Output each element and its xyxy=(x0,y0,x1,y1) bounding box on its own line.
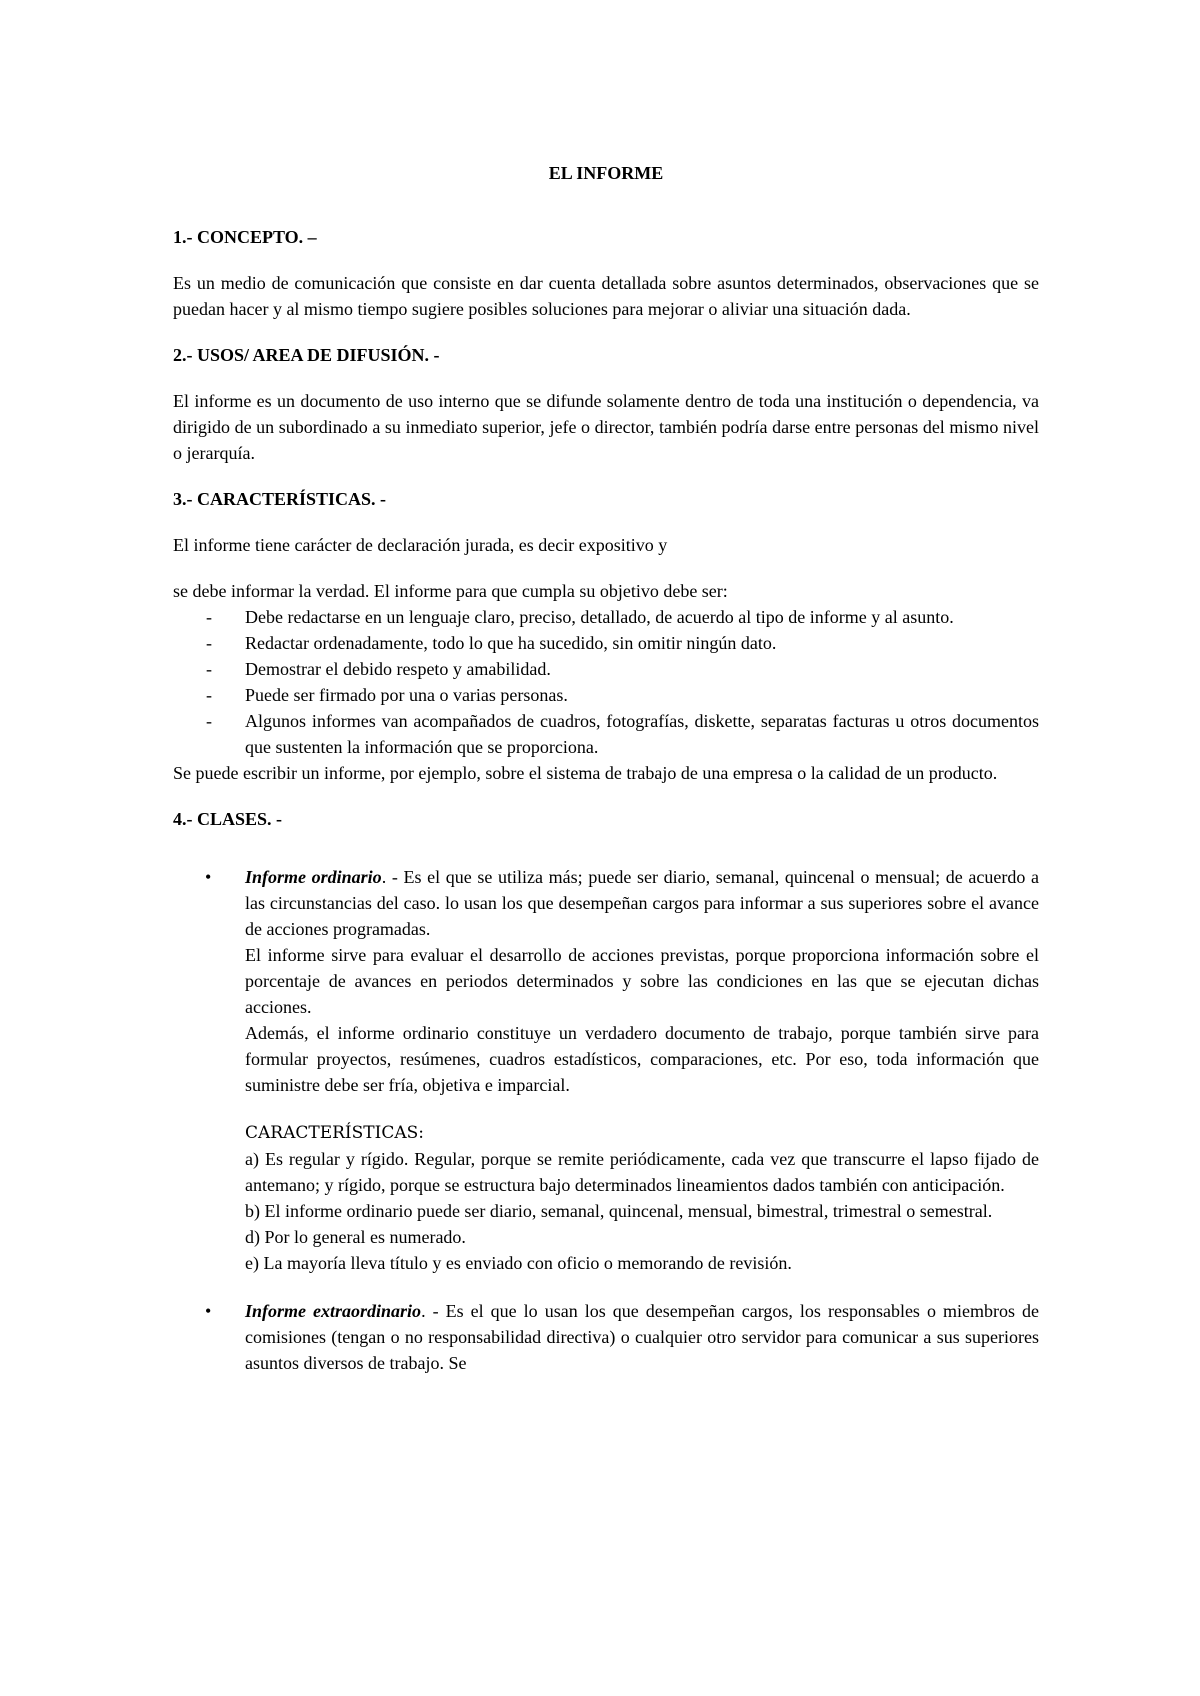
section-heading-caracteristicas: 3.- CARACTERÍSTICAS. - xyxy=(173,489,387,509)
term-informe-ordinario: Informe ordinario xyxy=(245,867,382,887)
list-item-informe-ordinario xyxy=(173,864,1039,1276)
caracteristica-item: e) La mayoría lleva título y es enviado con oficio o memorando de revisión. xyxy=(245,1253,792,1273)
informe-ordinario-lead xyxy=(245,864,1039,942)
caracteristicas-list xyxy=(173,604,1039,760)
informe-extraordinario-lead-text: . - Es el que lo usan los que desempeñan cargos, los responsables o miembros de comisiones (tengan o no responsabilidad directiva) o cualquier otro servidor para comunicar a sus superiores asuntos diversos de trabajo. Se xyxy=(245,1301,1040,1373)
section-heading-usos: 2.- USOS/ AREA DE DIFUSIÓN. - xyxy=(173,345,440,365)
informe-ordinario-lead-text: . - Es el que se utiliza más; puede ser diario, semanal, quincenal o mensual; de acuerdo a las circunstancias del caso. lo usan los que desempeñan cargos para informar a sus superiores sobre el avance de acciones programadas. xyxy=(245,867,1039,939)
section-heading-concepto: 1.- CONCEPTO. – xyxy=(173,227,317,247)
informe-ordinario-paragraph-2: El informe sirve para evaluar el desarrollo de acciones previstas, porque proporciona información sobre el porcentaje de avances en periodos determinados y sobre las condiciones en las que se ejecutan dichas acciones. xyxy=(245,945,1039,1017)
bullet-marker: • xyxy=(205,867,212,887)
list-item-text: Algunos informes van acompañados de cuadros, fotografías, diskette, separatas facturas u otros documentos que sustenten la información que se proporciona. xyxy=(245,711,1039,757)
document-title: EL INFORME xyxy=(548,163,664,183)
dash-marker: - xyxy=(206,659,212,679)
informe-extraordinario-lead xyxy=(245,1298,1039,1376)
list-item xyxy=(173,630,1039,656)
dash-marker: - xyxy=(206,633,212,653)
dash-marker: - xyxy=(206,607,212,627)
list-item xyxy=(173,682,1039,708)
subheading-caracteristicas: CARACTERÍSTICAS: xyxy=(245,1123,424,1143)
clases-list xyxy=(173,864,1039,1376)
dash-marker: - xyxy=(206,711,212,731)
list-item xyxy=(173,708,1039,760)
paragraph-caracteristicas-closing: Se puede escribir un informe, por ejemplo, sobre el sistema de trabajo de una empresa o la calidad de un producto. xyxy=(173,763,998,783)
paragraph-concepto: Es un medio de comunicación que consiste en dar cuenta detallada sobre asuntos determinados, observaciones que se puedan hacer y al mismo tiempo sugiere posibles soluciones para mejorar o aliviar una situación dada. xyxy=(173,273,1039,319)
dash-marker: - xyxy=(206,685,212,705)
paragraph-caracteristicas-intro-1: El informe tiene carácter de declaración jurada, es decir expositivo y xyxy=(173,535,668,555)
document-page xyxy=(173,160,1039,1376)
list-item-text: Puede ser firmado por una o varias personas. xyxy=(245,685,568,705)
paragraph-usos: El informe es un documento de uso interno que se difunde solamente dentro de toda una institución o dependencia, va dirigido de un subordinado a su inmediato superior, jefe o director, también podría darse entre personas del mismo nivel o jerarquía. xyxy=(173,391,1039,463)
list-item-text: Debe redactarse en un lenguaje claro, preciso, detallado, de acuerdo al tipo de informe y al asunto. xyxy=(245,607,954,627)
paragraph-caracteristicas-intro-2: se debe informar la verdad. El informe para que cumpla su objetivo debe ser: xyxy=(173,581,728,601)
bullet-marker: • xyxy=(205,1301,212,1321)
list-item xyxy=(173,656,1039,682)
list-item-text: Demostrar el debido respeto y amabilidad. xyxy=(245,659,551,679)
caracteristica-item: a) Es regular y rígido. Regular, porque se remite periódicamente, cada vez que transcurre el lapso fijado de antemano; y rígido, porque se estructura bajo determinados lineamientos dados también con anticipación. xyxy=(245,1149,1039,1195)
section-heading-clases: 4.- CLASES. - xyxy=(173,809,283,829)
list-item-informe-extraordinario xyxy=(173,1298,1039,1376)
list-item-text: Redactar ordenadamente, todo lo que ha sucedido, sin omitir ningún dato. xyxy=(245,633,777,653)
term-informe-extraordinario: Informe extraordinario xyxy=(245,1301,422,1321)
informe-ordinario-paragraph-3: Además, el informe ordinario constituye un verdadero documento de trabajo, porque también sirve para formular proyectos, resúmenes, cuadros estadísticos, comparaciones, etc. Por eso, toda información que suministre debe ser fría, objetiva e imparcial. xyxy=(245,1023,1039,1095)
caracteristica-item: d) Por lo general es numerado. xyxy=(245,1227,466,1247)
caracteristica-item: b) El informe ordinario puede ser diario, semanal, quincenal, mensual, bimestral, trimestral o semestral. xyxy=(245,1201,993,1221)
list-item xyxy=(173,604,1039,630)
